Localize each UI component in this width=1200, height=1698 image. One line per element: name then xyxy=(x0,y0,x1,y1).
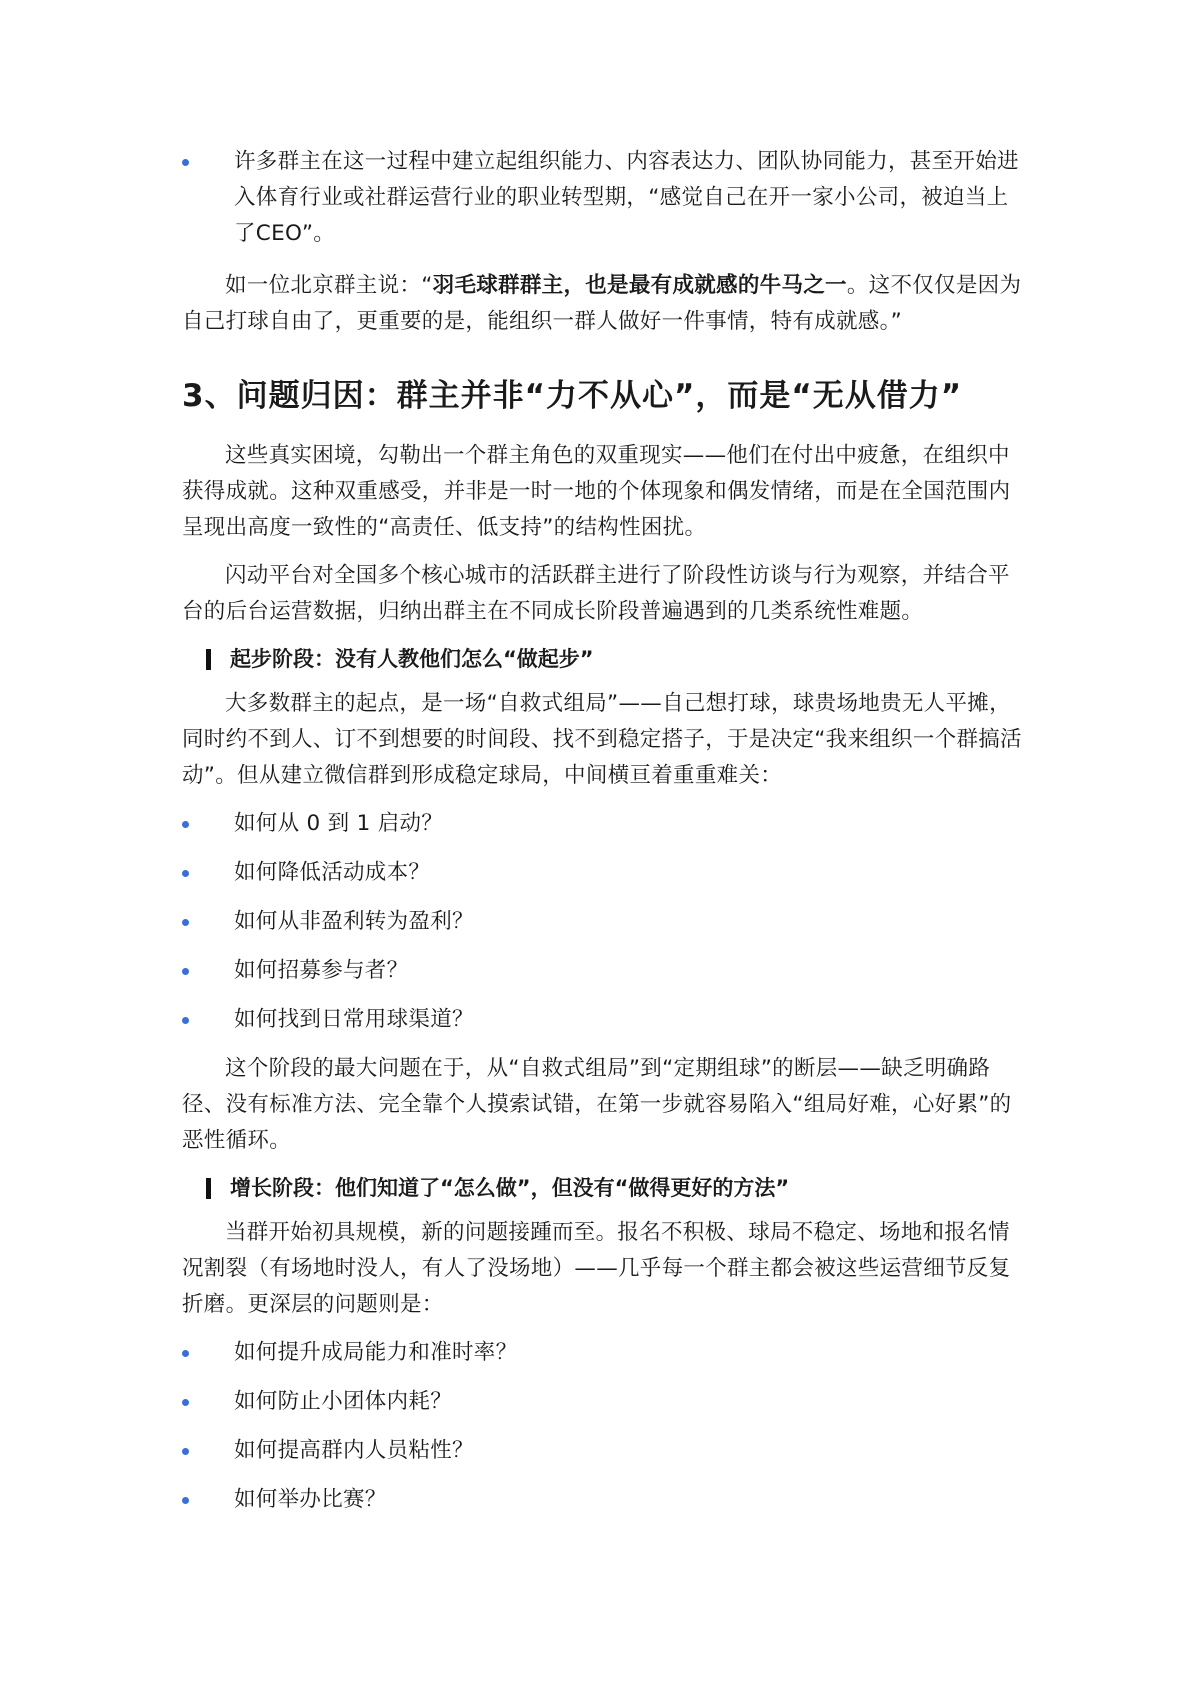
paragraph-1: 这些真实困境，勾勒出一个群主角色的双重现实——他们在付出中疲惫，在组织中获得成就。这种双重感受，并非是一时一地的个体现象和偶发情绪，而是在全国范围内呈现出高度一致性的“高责任、低支持”的结构性困扰。 xyxy=(182,443,1011,540)
bullet-dot-icon xyxy=(182,821,189,828)
paragraph-2: 闪动平台对全国多个核心城市的活跃群主进行了阶段性访谈与行为观察，并结合平台的后台运营数据，归纳出群主在不同成长阶段普遍遇到的几类系统性难题。 xyxy=(182,563,1010,624)
heading-bar-icon xyxy=(206,1178,211,1199)
stage1-question-list xyxy=(182,806,1022,1038)
intro-bullet xyxy=(182,144,1022,252)
intro-bullet-text: 许多群主在这一过程中建立起组织能力、内容表达力、团队协同能力，甚至开始进入体育行业或社群运营行业的职业转型期，“感觉自己在开一家小公司，被迫当上了CEO”。 xyxy=(234,149,1019,246)
stage2-intro: 当群开始初具规模，新的问题接踵而至。报名不积极、球局不稳定、场地和报名情况割裂（有场地时没人，有人了没场地）——几乎每一个群主都会被这些运营细节反复折磨。更深层的问题则是： xyxy=(182,1220,1011,1317)
bullet-dot-icon xyxy=(182,870,189,877)
list-item: 如何防止小团体内耗？ xyxy=(182,1384,1022,1420)
document-body xyxy=(182,144,1022,1531)
list-item: 如何降低活动成本？ xyxy=(182,855,1022,891)
bullet-dot-icon xyxy=(182,159,189,166)
bullet-dot-icon xyxy=(182,1017,189,1024)
bullet-dot-icon xyxy=(182,968,189,975)
stage1-summary: 这个阶段的最大问题在于，从“自救式组局”到“定期组球”的断层——缺乏明确路径、没有标准方法、完全靠个人摸索试错，在第一步就容易陷入“组局好难，心好累”的恶性循环。 xyxy=(182,1056,1012,1153)
stage1-intro: 大多数群主的起点，是一场“自救式组局”——自己想打球，球贵场地贵无人平摊，同时约不到人、订不到想要的时间段、找不到稳定搭子，于是决定“我来组织一个群搞活动”。但从建立微信群到形成稳定球局，中间横亘着重重难关： xyxy=(182,691,1022,788)
stage1-heading xyxy=(206,642,1022,676)
bullet-dot-icon xyxy=(182,1350,189,1357)
stage2-question-list xyxy=(182,1335,1022,1518)
list-item: 如何从非盈利转为盈利？ xyxy=(182,904,1022,940)
bullet-dot-icon xyxy=(182,919,189,926)
quote-paragraph xyxy=(182,268,1022,340)
stage1-heading-text: 起步阶段：没有人教他们怎么“做起步” xyxy=(230,647,594,671)
bullet-dot-icon xyxy=(182,1399,189,1406)
heading-bar-icon xyxy=(206,649,211,670)
list-item: 如何提高群内人员粘性？ xyxy=(182,1433,1022,1469)
quote-bold: 羽毛球群群主，也是最有成就感的牛马之一 xyxy=(432,273,847,298)
quote-lead: 如一位北京群主说：“ xyxy=(225,273,433,298)
bullet-dot-icon xyxy=(182,1448,189,1455)
stage2-heading xyxy=(206,1171,1022,1205)
list-item: 如何招募参与者？ xyxy=(182,953,1022,989)
list-item: 如何从 0 到 1 启动？ xyxy=(182,806,1022,842)
bullet-dot-icon xyxy=(182,1497,189,1504)
quote-rest: 。这不仅仅是因为自己打球自由了，更重要的是，能组织一群人做好一件事情，特有成就感。” xyxy=(182,273,1022,334)
list-item: 如何举办比赛？ xyxy=(182,1482,1022,1518)
list-item: 如何提升成局能力和准时率？ xyxy=(182,1335,1022,1371)
list-item: 如何找到日常用球渠道？ xyxy=(182,1002,1022,1038)
stage2-heading-text: 增长阶段：他们知道了“怎么做”，但没有“做得更好的方法” xyxy=(230,1176,790,1200)
section-title: 3、问题归因：群主并非“力不从心”，而是“无从借力” xyxy=(182,378,963,414)
